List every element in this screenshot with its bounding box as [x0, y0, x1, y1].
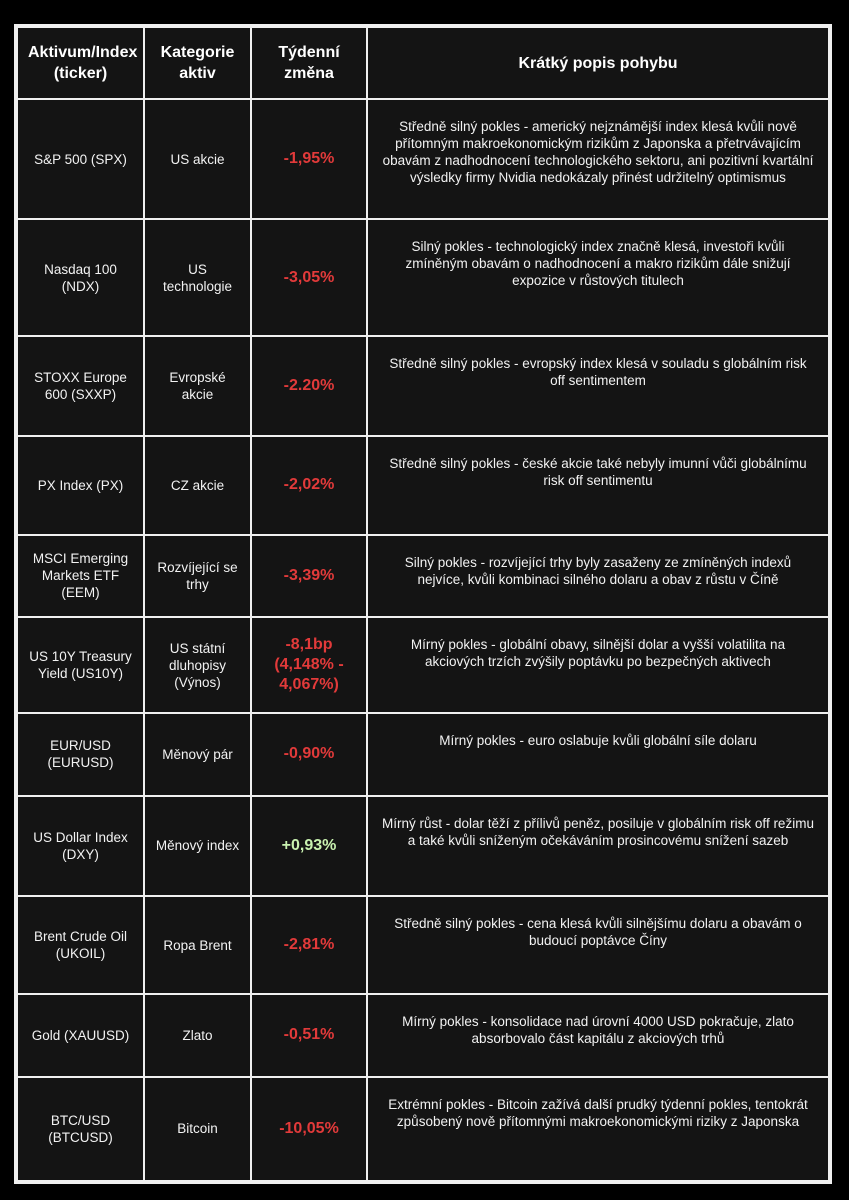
- category-cell: US technologie: [144, 219, 251, 335]
- asset-cell: US 10Y Treasury Yield (US10Y): [17, 617, 144, 713]
- asset-cell: US Dollar Index (DXY): [17, 796, 144, 896]
- change-cell: -0,90%: [251, 713, 367, 795]
- weekly-market-table: [16, 26, 830, 1182]
- description-cell: Středně silný pokles - americký nejznámější index klesá kvůli nově přítomným makroekonomickým rizikům z Japonska a přetrvávajícím obavám z nadhodnocení technologického sektoru, ani pozitivní kvartální výsledky firmy Nvidia nedokázaly přinést udržitelný optimismus: [367, 99, 829, 219]
- category-cell: CZ akcie: [144, 436, 251, 534]
- header-description: Krátký popis pohybu: [367, 27, 829, 99]
- market-table-container: [14, 24, 832, 1184]
- description-cell: Silný pokles - technologický index značně klesá, investoři kvůli zmíněným obavám o nadhodnocení a makro rizikům dále snižují expozice v růstových titulech: [367, 219, 829, 335]
- description-cell: Silný pokles - rozvíjející trhy byly zasaženy ze zmíněných indexů nejvíce, kvůli kombinaci silného dolaru a obav z růstu v Číně: [367, 535, 829, 617]
- category-cell: Ropa Brent: [144, 896, 251, 994]
- table-row: [17, 796, 829, 896]
- category-cell: Zlato: [144, 994, 251, 1076]
- asset-cell: Nasdaq 100 (NDX): [17, 219, 144, 335]
- change-cell: -0,51%: [251, 994, 367, 1076]
- asset-cell: PX Index (PX): [17, 436, 144, 534]
- header-change: Týdenní změna: [251, 27, 367, 99]
- change-cell: -3,05%: [251, 219, 367, 335]
- change-cell: +0,93%: [251, 796, 367, 896]
- change-cell: -8,1bp (4,148% - 4,067%): [251, 617, 367, 713]
- table-row: [17, 713, 829, 795]
- table-row: [17, 219, 829, 335]
- change-cell: -2,81%: [251, 896, 367, 994]
- table-row: [17, 436, 829, 534]
- category-cell: US akcie: [144, 99, 251, 219]
- category-cell: Bitcoin: [144, 1077, 251, 1181]
- table-row: [17, 896, 829, 994]
- description-cell: Středně silný pokles - evropský index klesá v souladu s globálním risk off sentimentem: [367, 336, 829, 436]
- category-cell: Rozvíjející se trhy: [144, 535, 251, 617]
- table-row: [17, 535, 829, 617]
- change-cell: -2,02%: [251, 436, 367, 534]
- change-cell: -3,39%: [251, 535, 367, 617]
- table-row: [17, 336, 829, 436]
- asset-cell: BTC/USD (BTCUSD): [17, 1077, 144, 1181]
- asset-cell: Gold (XAUUSD): [17, 994, 144, 1076]
- asset-cell: MSCI Emerging Markets ETF (EEM): [17, 535, 144, 617]
- table-row: [17, 994, 829, 1076]
- description-cell: Mírný pokles - globální obavy, silnější dolar a vyšší volatilita na akciových trzích zvýšily poptávku po bezpečných aktivech: [367, 617, 829, 713]
- description-cell: Mírný pokles - euro oslabuje kvůli globální síle dolaru: [367, 713, 829, 795]
- asset-cell: S&P 500 (SPX): [17, 99, 144, 219]
- header-asset: Aktivum/Index (ticker): [17, 27, 144, 99]
- header-category: Kategorie aktiv: [144, 27, 251, 99]
- table-header-row: [17, 27, 829, 99]
- table-row: [17, 99, 829, 219]
- category-cell: US státní dluhopisy (Výnos): [144, 617, 251, 713]
- asset-cell: Brent Crude Oil (UKOIL): [17, 896, 144, 994]
- description-cell: Mírný růst - dolar těží z přílivů peněz, posiluje v globálním risk off režimu a také kvůli sníženým očekáváním prosincovému snížení sazeb: [367, 796, 829, 896]
- change-cell: -1,95%: [251, 99, 367, 219]
- table-row: [17, 1077, 829, 1181]
- category-cell: Měnový index: [144, 796, 251, 896]
- description-cell: Extrémní pokles - Bitcoin zažívá další prudký týdenní pokles, tentokrát způsobený nově přítomnými makroekonomickými riziky z Japonska: [367, 1077, 829, 1181]
- asset-cell: EUR/USD (EURUSD): [17, 713, 144, 795]
- change-cell: -10,05%: [251, 1077, 367, 1181]
- description-cell: Středně silný pokles - české akcie také nebyly imunní vůči globálnímu risk off sentimentu: [367, 436, 829, 534]
- description-cell: Středně silný pokles - cena klesá kvůli silnějšímu dolaru a obavám o budoucí poptávce Číny: [367, 896, 829, 994]
- asset-cell: STOXX Europe 600 (SXXP): [17, 336, 144, 436]
- category-cell: Evropské akcie: [144, 336, 251, 436]
- table-row: [17, 617, 829, 713]
- category-cell: Měnový pár: [144, 713, 251, 795]
- description-cell: Mírný pokles - konsolidace nad úrovní 4000 USD pokračuje, zlato absorbovalo část kapitálu z akciových trhů: [367, 994, 829, 1076]
- change-cell: -2.20%: [251, 336, 367, 436]
